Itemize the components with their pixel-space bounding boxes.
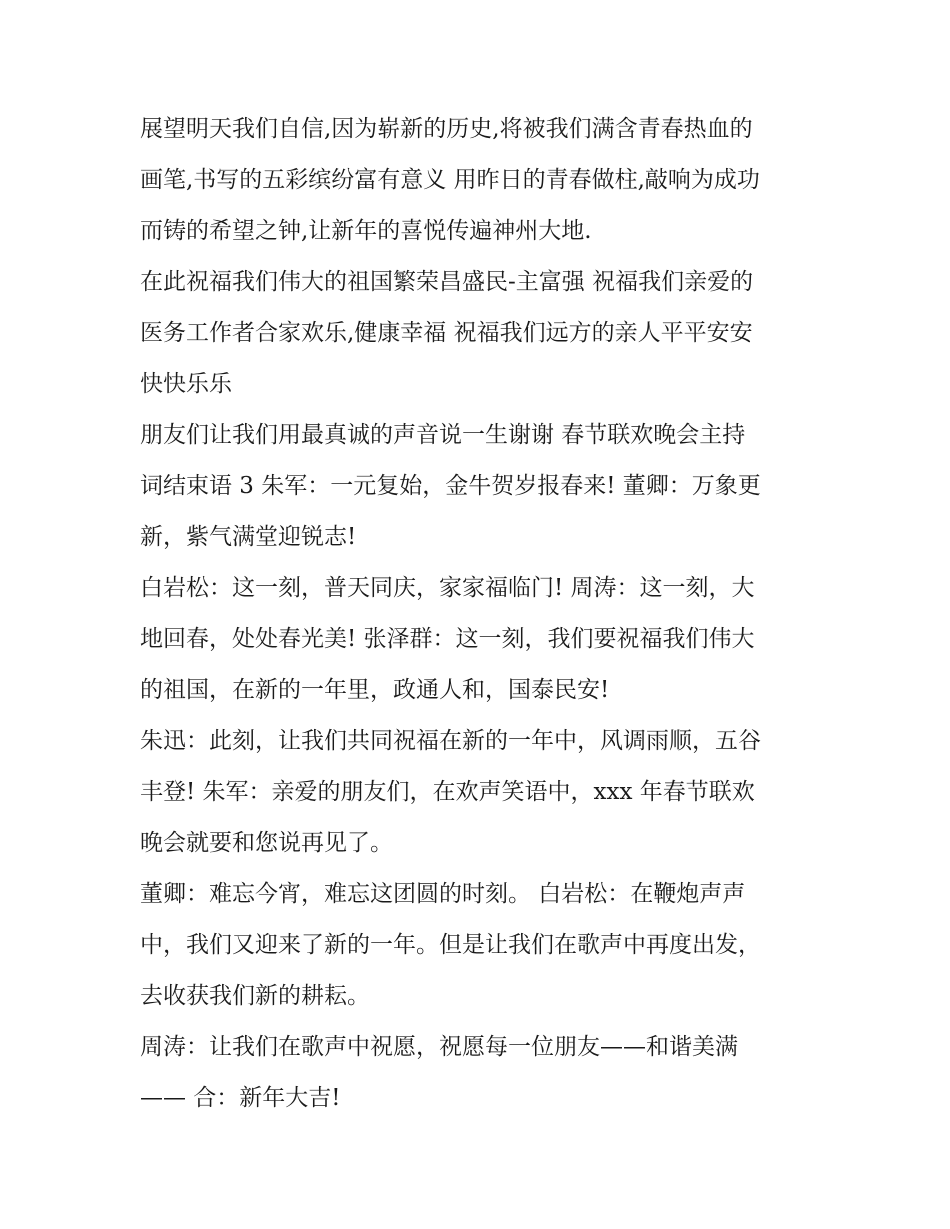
- text-line: —— 合：新年大吉!: [140, 1085, 341, 1111]
- text-line: 朱迅：此刻，让我们共同祝福在新的一年中，风调雨顺，五谷: [140, 728, 761, 754]
- text-line: 在此祝福我们伟大的祖国繁荣昌盛民-主富强 祝福我们亲爱的: [140, 269, 754, 295]
- text-line: 白岩松：这一刻，普天同庆，家家福临门! 周涛：这一刻，大: [140, 575, 755, 601]
- text-line: 的祖国，在新的一年里，政通人和，国泰民安!: [140, 677, 610, 703]
- text-line: 医务工作者合家欢乐,健康幸福 祝福我们远方的亲人平平安安: [140, 320, 753, 346]
- text-line: 朋友们让我们用最真诚的声音说一生谢谢 春节联欢晚会主持: [140, 422, 746, 448]
- text-line: 去收获我们新的耕耘。: [140, 983, 370, 1009]
- text-line: 董卿：难忘今宵，难忘这团圆的时刻。 白岩松：在鞭炮声声: [140, 881, 746, 907]
- text-line: 地回春，处处春光美! 张泽群：这一刻，我们要祝福我们伟大: [140, 626, 755, 652]
- text-line: 而铸的希望之钟,让新年的喜悦传遍神州大地.: [140, 218, 592, 244]
- text-line: 新，紫气满堂迎锐志!: [140, 524, 357, 550]
- document-body: [140, 104, 820, 1124]
- text-line: 丰登! 朱军：亲爱的朋友们，在欢声笑语中，xxx 年春节联欢: [140, 779, 755, 805]
- text-line: 晚会就要和您说再见了。: [140, 830, 393, 856]
- text-line: 画笔,书写的五彩缤纷富有意义 用昨日的青春做柱,敲响为成功: [140, 167, 760, 193]
- text-line: 快快乐乐: [140, 371, 232, 397]
- text-line: 中，我们又迎来了新的一年。但是让我们在歌声中再度出发，: [140, 932, 761, 958]
- text-line: 周涛：让我们在歌声中祝愿，祝愿每一位朋友——和谐美满: [140, 1034, 738, 1060]
- text-line: 展望明天我们自信,因为崭新的历史,将被我们满含青春热血的: [140, 116, 753, 142]
- text-line: 词结束语 3 朱军：一元复始，金牛贺岁报春来! 董卿：万象更: [140, 473, 761, 499]
